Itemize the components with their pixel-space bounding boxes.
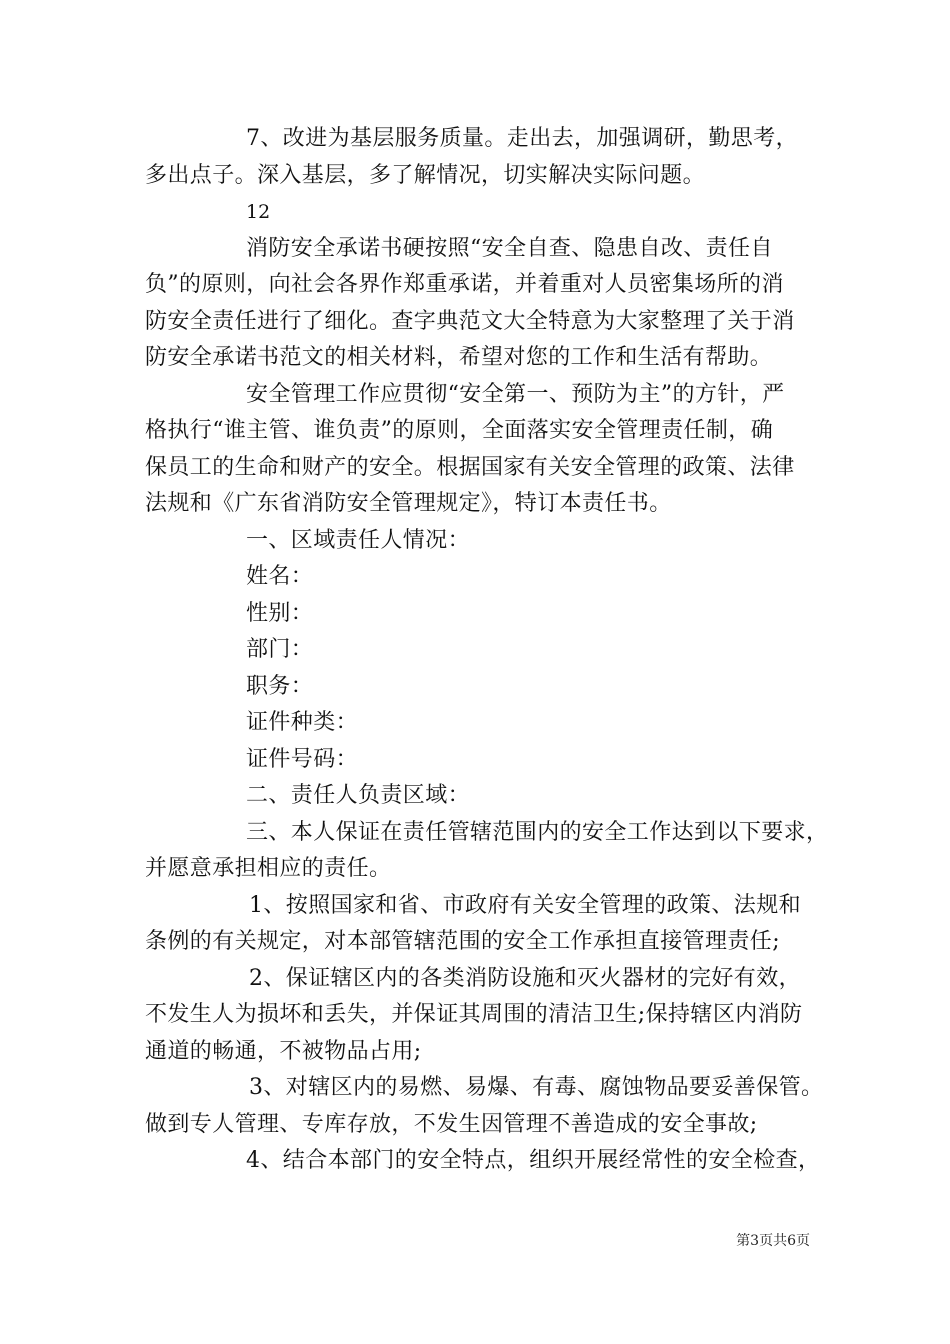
text-line: 通道的畅通，不被物品占用;: [145, 1038, 422, 1064]
text-line: 负”的原则，向社会各界作郑重承诺，并着重对人员密集场所的消: [145, 272, 784, 297]
page-number: 第3页共6页: [736, 1233, 810, 1249]
text-line: 法规和《广东省消防安全管理规定》，特订本责任书。: [145, 491, 672, 516]
text-line: 12: [246, 201, 271, 223]
form-field-label: 姓名：: [246, 564, 314, 589]
text-line: 安全管理工作应贯彻“安全第一、预防为主”的方针，严: [246, 381, 785, 407]
text-line: 多出点子。深入基层，多了解情况，切实解决实际问题。: [145, 162, 706, 188]
form-field-label: 部门：: [246, 637, 314, 662]
text-line: 7、改进为基层服务质量。走出去，加强调研，勤思考，: [246, 126, 798, 151]
section-heading: 一、区域责任人情况：: [246, 527, 471, 553]
text-line: 并愿意承担相应的责任。: [145, 856, 392, 881]
form-field-label: 性别：: [246, 600, 314, 626]
text-line: 消防安全承诺书硬按照“安全自查、隐患自改、责任自: [246, 235, 773, 261]
form-field-label: 职务：: [246, 673, 314, 699]
form-field-label: 证件号码：: [246, 746, 359, 772]
text-line: 保员工的生命和财产的安全。根据国家有关安全管理的政策、法律: [145, 454, 795, 480]
text-line: 防安全责任进行了细化。查字典范文大全特意为大家整理了关于消: [145, 308, 795, 334]
form-field-label: 证件种类：: [246, 710, 359, 735]
document-body: [145, 121, 829, 1180]
text-line: 格执行“谁主管、谁负责”的原则，全面落实安全管理责任制，确: [145, 418, 774, 443]
section-heading: 三、本人保证在责任管辖范围内的安全工作达到以下要求，: [246, 819, 829, 845]
text-line: 做到专人管理、专库存放，不发生因管理不善造成的安全事故;: [145, 1111, 758, 1137]
text-line: 条例的有关规定，对本部管辖范围的安全工作承担直接管理责任;: [145, 929, 781, 954]
section-heading: 二、责任人负责区域：: [246, 783, 471, 808]
text-line: 不发生人为损坏和丢失，并保证其周围的清洁卫生;保持辖区内消防: [145, 1002, 803, 1027]
list-item-4: 4、结合本部门的安全特点，组织开展经常性的安全检查，: [246, 1148, 821, 1173]
list-item-1: 1、按照国家和省、市政府有关安全管理的政策、法规和: [249, 892, 801, 918]
text-line: 防安全承诺书范文的相关材料，希望对您的工作和生活有帮助。: [145, 345, 773, 370]
list-item-3: 3、对辖区内的易燃、易爆、有毒、腐蚀物品要妥善保管。: [249, 1075, 824, 1100]
list-item-2: 2、保证辖区内的各类消防设施和灭火器材的完好有效，: [249, 965, 801, 991]
